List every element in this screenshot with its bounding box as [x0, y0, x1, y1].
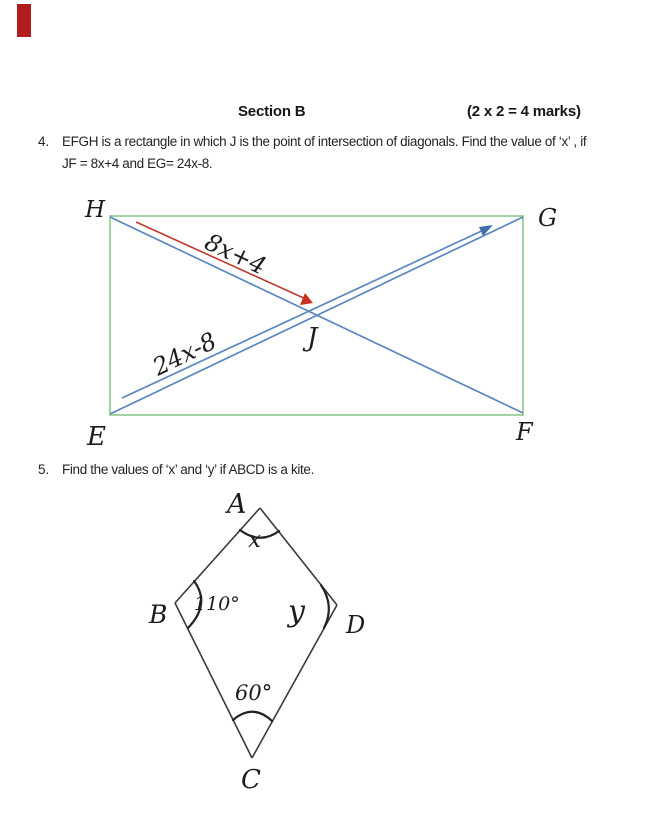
marks-label: (2 x 2 = 4 marks) [467, 103, 581, 120]
angle-arc-d [321, 585, 329, 628]
vertex-label-d: D [346, 611, 366, 639]
kite-figure [130, 486, 400, 806]
vertex-label-g: G [538, 204, 558, 232]
q5-number: 5. [38, 462, 50, 477]
angle-label-110: 110° [194, 593, 240, 615]
q4-line2: JF = 8x+4 and EG= 24x-8. [62, 156, 213, 171]
vertex-label-f: F [516, 418, 533, 446]
kite-edge-ab [175, 508, 260, 603]
q5-text: Find the values of ‘x’ and ‘y’ if ABCD is a kite. [62, 462, 314, 477]
vertex-label-e: E [87, 422, 106, 452]
section-title: Section B [238, 103, 306, 120]
segment-label-8x4: 8x+4 [200, 227, 271, 281]
q4-number: 4. [38, 134, 50, 149]
hj-arrowhead-icon [300, 293, 313, 305]
intersection-label-j: J [307, 323, 318, 353]
vertex-label-a: A [227, 489, 247, 520]
angle-label-x: x [248, 527, 261, 553]
vertex-label-c: C [241, 765, 261, 795]
rectangle-figure [60, 190, 580, 462]
kite-edge-ad [260, 508, 337, 605]
angle-label-60: 60° [235, 681, 273, 705]
red-corner-mark [17, 4, 31, 37]
segment-label-24x8: 24x-8 [148, 326, 221, 382]
vertex-label-h: H [85, 197, 106, 223]
angle-arc-c [233, 712, 272, 721]
vertex-label-b: B [149, 600, 168, 629]
angle-label-y: y [288, 594, 305, 629]
q4-line1: EFGH is a rectangle in which J is the point of intersection of diagonals. Find the value of ‘x’ , if [62, 134, 587, 149]
